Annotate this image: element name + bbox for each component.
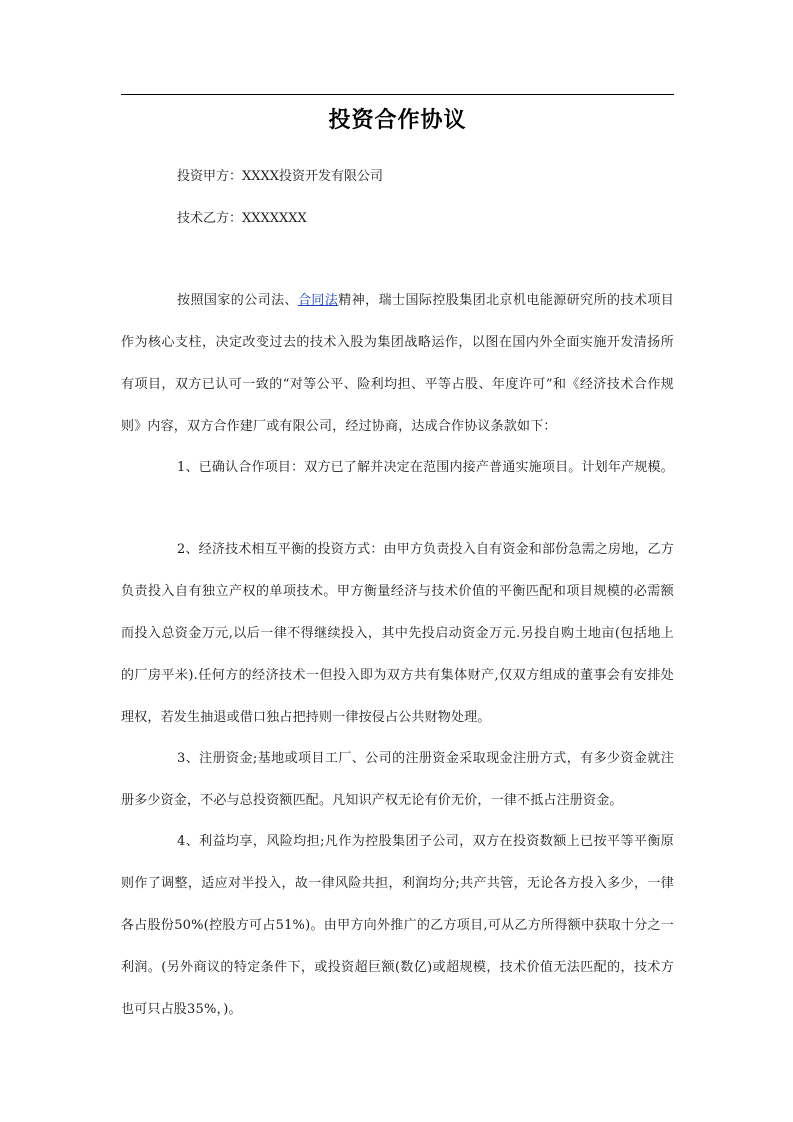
intro-text-start: 按照国家的公司法、 bbox=[177, 293, 298, 308]
clause-3: 3、注册资金;基地或项目工厂、公司的注册资金采取现金注册方式，有多少资金就注册多少资金，不必与总投资额匹配。凡知识产权无论有价无价，一律不抵占注册资金。 bbox=[121, 751, 674, 808]
clause-4: 4、利益均享，风险均担;凡作为控股集团子公司，双方在投资数额上已按平等平衡原则作了调整，适应对半投入，故一律风险共担，利润均分;共产共管，无论各方投入多少，一律各占股份50%(控股方可占51%)。由甲方向外推广的乙方项目,可从乙方所得额中获取十分之一利润。(另外商议的特定条件下，或投资超巨额(数亿)或超规模，技术价值无法匹配的，技术方也可只占股35%，)。 bbox=[121, 834, 674, 1017]
clause-2: 2、经济技术相互平衡的投资方式：由甲方负责投入自有资金和部份急需之房地，乙方负责投入自有独立产权的单项技术。甲方衡量经济与技术价值的平衡匹配和项目规模的必需额而投入总资金万元,以后一律不得继续投入，其中先投启动资金万元.另投自购土地亩(包括地上的厂房平米).任何方的经济技术一但投入即为双方共有集体财产,仅双方组成的董事会有安排处理权，若发生抽退或借口独占把持则一律按侵占公共财物处理。 bbox=[121, 542, 674, 725]
contract-law-link[interactable]: 合同法 bbox=[297, 293, 339, 308]
intro-paragraph bbox=[121, 280, 674, 448]
party-a-line: 投资甲方：XXXX投资开发有限公司 bbox=[177, 169, 384, 184]
intro-text-rest: 精神，瑞士国际控股集团北京机电能源研究所的技术项目作为核心支柱，决定改变过去的技术入股为集团战略运作，以图在国内外全面实施开发清扬所有项目，双方已认可一致的“对等公平、险利均担、平等占股、年度许可”和《经济技术合作规则》内容，双方合作建厂或有限公司，经过协商，达成合作协议条款如下： bbox=[121, 293, 674, 434]
party-b-line: 技术乙方：XXXXXXX bbox=[177, 211, 307, 226]
clause-1: 1、已确认合作项目：双方已了解并决定在范围内接产普通实施项目。计划年产规模。 bbox=[177, 460, 674, 475]
document-title: 投资合作协议 bbox=[328, 108, 467, 133]
header-rule bbox=[121, 94, 674, 95]
